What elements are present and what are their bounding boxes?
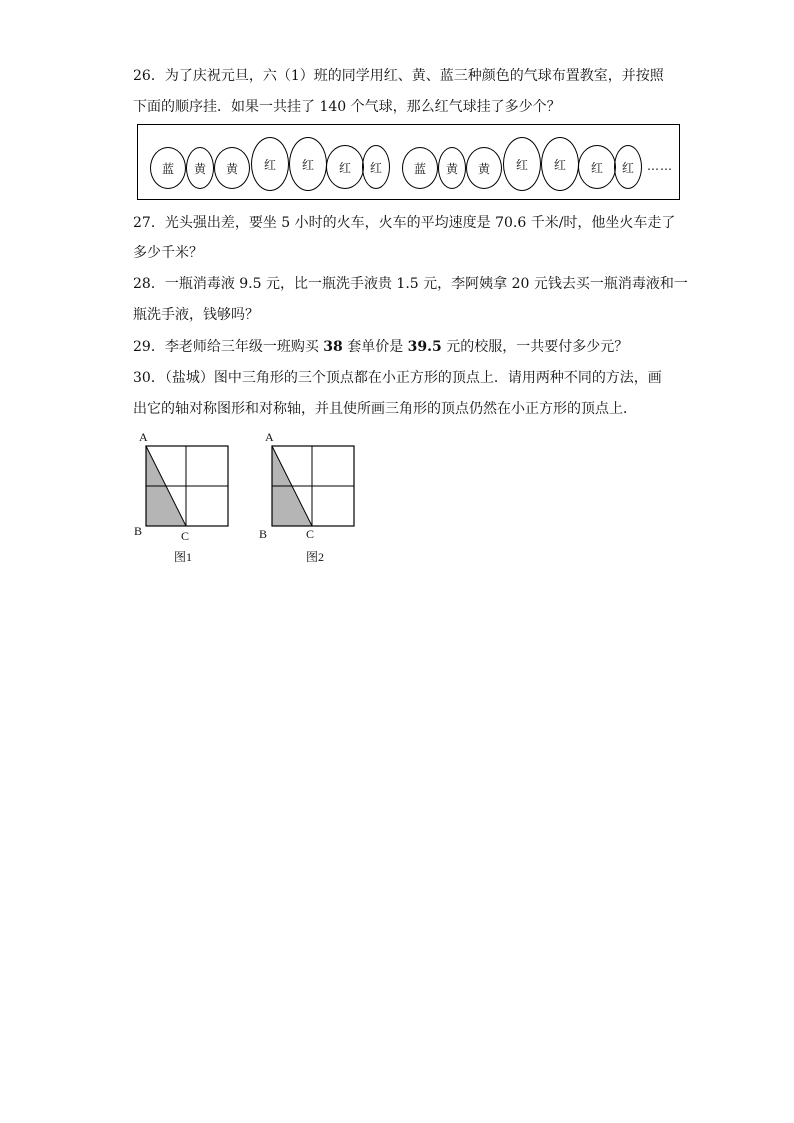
balloon: 蓝 [150, 147, 186, 189]
vertex-label-a: A [139, 430, 148, 444]
balloon: 红 [503, 137, 541, 191]
vertex-label-c: C [306, 527, 315, 541]
balloon-sequence-box [137, 124, 680, 200]
balloon: 红 [251, 137, 289, 191]
balloon: 蓝 [402, 147, 438, 189]
figure-2-caption: 图2 [306, 550, 325, 564]
vertex-label-a: A [265, 430, 274, 444]
balloon: 黄 [214, 147, 250, 189]
balloon: 红 [578, 145, 616, 189]
ellipsis: …… [647, 159, 673, 173]
q28-line1: 28．一瓶消毒液 9.5 元，比一瓶洗手液贵 1.5 元，李阿姨拿 20 元钱去买一瓶消毒液和一 [133, 276, 688, 292]
balloon: 红 [326, 145, 364, 189]
q27-line1: 27．光头强出差，要坐 5 小时的火车，火车的平均速度是 70.6 千米/时，他坐火车走了 [133, 215, 676, 231]
q29-quantity: 38 [323, 339, 343, 355]
q28-line2: 瓶洗手液，钱够吗？ [133, 307, 259, 323]
vertex-label-b: B [259, 527, 268, 541]
figure-1-grid [145, 445, 229, 527]
balloon: 红 [541, 137, 579, 191]
balloon: 黄 [438, 147, 466, 189]
balloon: 黄 [186, 147, 214, 189]
q30-line2: 出它的轴对称图形和对称轴，并且使所画三角形的顶点仍然在小正方形的顶点上． [133, 401, 637, 417]
q27-line2: 多少千米？ [133, 245, 203, 261]
balloon: 红 [362, 145, 390, 189]
q26-line1: 26．为了庆祝元旦，六（1）班的同学用红、黄、蓝三种颜色的气球布置教室，并按照 [133, 68, 664, 84]
q29-text-3: 元的校服，一共要付多少元？ [441, 339, 629, 355]
vertex-label-b: B [134, 524, 143, 538]
balloon: 黄 [466, 147, 502, 189]
vertex-label-c: C [181, 529, 190, 543]
q29-line [133, 337, 628, 357]
q26-line2: 下面的顺序挂．如果一共挂了 140 个气球，那么红气球挂了多少个？ [133, 99, 561, 115]
q30-line1: 30．（盐城）图中三角形的三个顶点都在小正方形的顶点上．请用两种不同的方法，画 [133, 370, 662, 386]
q29-text-1: 29．李老师给三年级一班购买 [133, 339, 324, 355]
figure-2-grid [271, 445, 355, 527]
q29-unit-price: 39.5 [407, 339, 442, 355]
figure-1-caption: 图1 [174, 550, 193, 564]
balloon: 红 [289, 137, 327, 191]
balloon: 红 [614, 145, 642, 189]
q29-text-2: 套单价是 [342, 339, 408, 355]
